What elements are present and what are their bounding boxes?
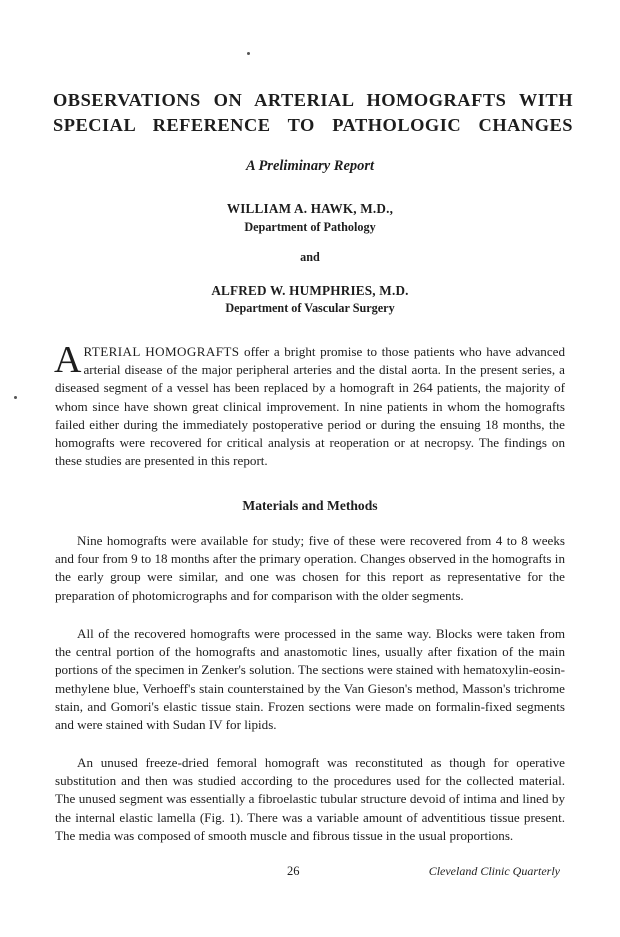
author-department-2: Department of Vascular Surgery — [225, 301, 395, 315]
methods-paragraph-2: All of the recovered homografts were processed in the same way. Blocks were taken from the central portion of the homografts and anastomotic lines, usually after fixation of the main portions of the specimen in Zenker's solution. The sections were stained with hematoxylin-eosin-methylene blue, Verhoeff's stain counterstained by the Van Gieson's method, Masson's trichrome stain, and Gomori's elastic tissue stain. Frozen sections were made on formalin-fixed segments and were stained with Sudan IV for lipids. — [55, 626, 565, 733]
article-title — [53, 88, 573, 138]
page-footer — [0, 864, 620, 882]
drop-cap: A — [54, 339, 82, 381]
print-speck — [14, 396, 17, 399]
title-line-1: OBSERVATIONS ON ARTERIAL HOMOGRAFTS WITH — [53, 90, 573, 110]
article-subtitle: A Preliminary Report — [245, 158, 375, 174]
author-conjunction: and — [300, 250, 320, 264]
title-line-2: SPECIAL REFERENCE TO PATHOLOGIC CHANGES — [53, 115, 573, 135]
methods-paragraph-1: Nine homografts were available for study; five of these were recovered from 4 to 8 weeks and four from 9 to 18 months after the primary operation. Changes observed in the homografts in the early group were similar, and one was chosen for this report as representative for the preparation of photomicrographs and for comparison with the older segments. — [55, 533, 565, 603]
page-number: 26 — [287, 864, 300, 878]
methods-paragraph-3: An unused freeze-dried femoral homograft was reconstituted as though for operative substitution and then was studied according to the procedures used for the collected material. The unused segment was essentially a fibroelastic tubular structure devoid of intima and lined by the internal elastic lamella (Fig. 1). There was a variable amount of adventitious tissue present. The media was composed of smooth muscle and fibrous tissue in the usual proportions. — [55, 755, 565, 843]
author-name-2: ALFRED W. HUMPHRIES, M.D. — [211, 283, 409, 298]
journal-name: Cleveland Clinic Quarterly — [428, 864, 560, 878]
intro-text: offer a bright promise to those patients who have advanced arterial disease of the major peripheral arteries and the distal aorta. In the present series, a diseased segment of a vessel has been replaced by a homograft in 264 patients, the majority of whom since have shown great clinical improvement. In nine patients in whom the homografts failed either during the immediately postoperative period or during the ensuing 18 months, the homografts were recovered for critical analysis at reoperation or at necropsy. The findings on these studies are presented in this report. — [55, 344, 565, 469]
author-name-1: WILLIAM A. HAWK, M.D., — [226, 201, 394, 216]
author-department-1: Department of Pathology — [244, 220, 376, 234]
print-speck — [247, 52, 250, 55]
intro-lead: RTERIAL HOMOGRAFTS — [83, 344, 240, 359]
section-heading: Materials and Methods — [242, 498, 378, 513]
intro-paragraph — [54, 339, 565, 470]
